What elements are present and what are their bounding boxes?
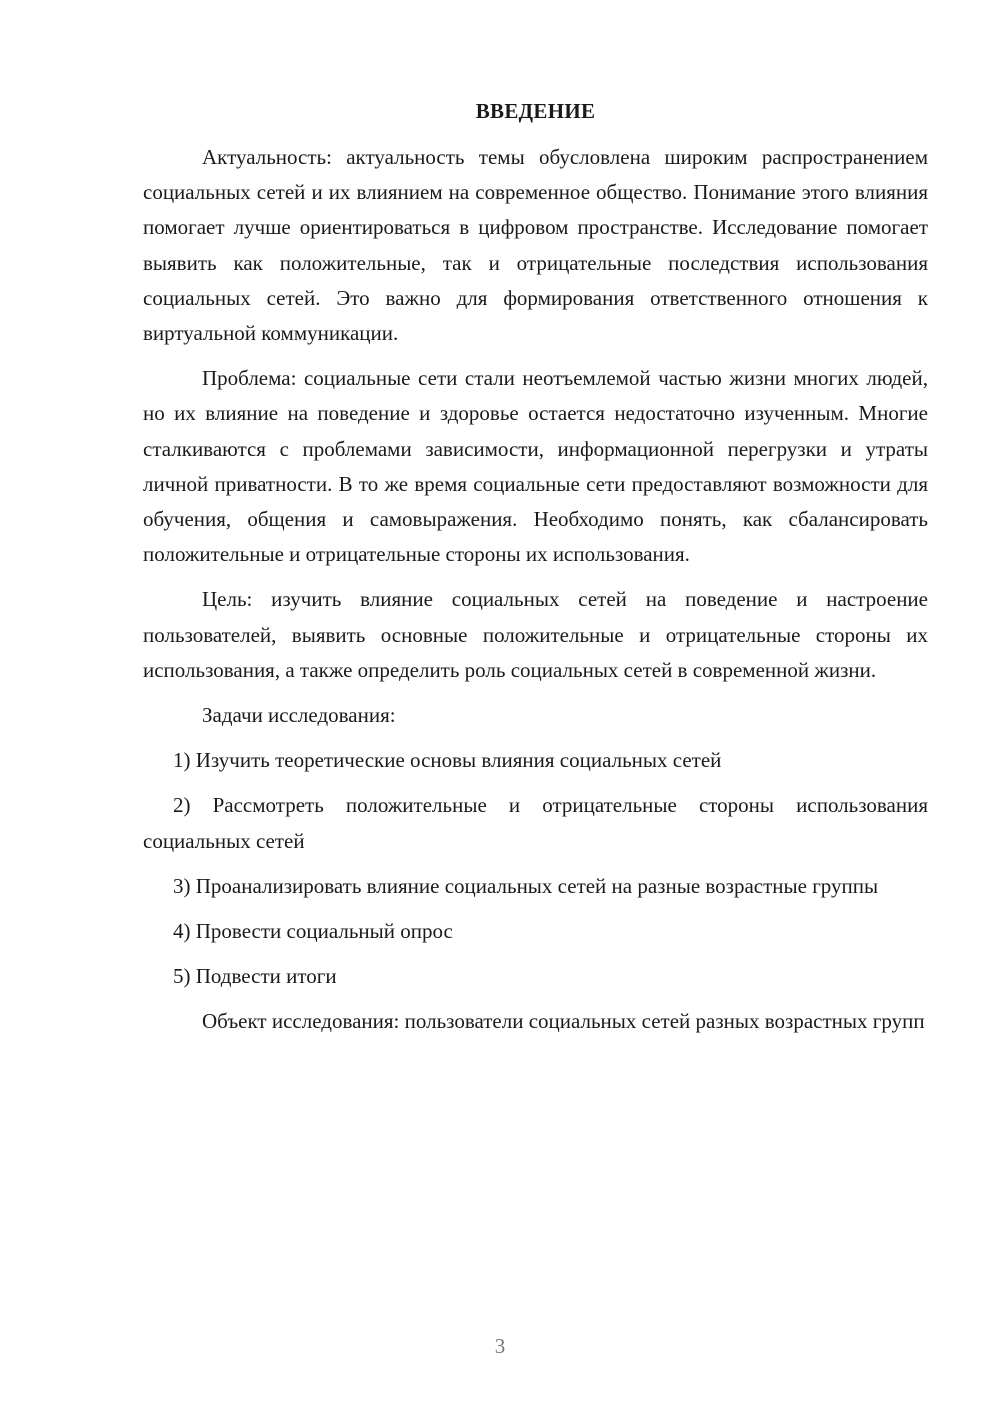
paragraph-object: Объект исследования: пользователи социальных сетей разных возрастных групп xyxy=(202,1009,925,1034)
list-item: 5) Подвести итоги xyxy=(173,964,337,989)
list-item: 2) Рассмотреть положительные и отрицательные стороны использования социальных сетей xyxy=(143,793,928,853)
tasks-heading: Задачи исследования: xyxy=(202,703,396,728)
paragraph-problem: Проблема: социальные сети стали неотъемлемой частью жизни многих людей, но их влияние на поведение и здоровье остается недостаточно изученным. Многие сталкиваются с проблемами зависимости, информационной перегрузки и утраты личной приватности. В то же время социальные сети предоставляют возможности для обучения, общения и самовыражения. Необходимо понять, как сбалансировать положительные и отрицательные стороны их использования. xyxy=(143,366,928,567)
paragraph-relevance: Актуальность: актуальность темы обусловлена широким распространением социальных сетей и их влиянием на современное общество. Понимание этого влияния помогает лучше ориентироваться в цифровом пространстве. Исследование помогает выявить как положительные, так и отрицательные последствия использования социальных сетей. Это важно для формирования ответственного отношения к виртуальной коммуникации. xyxy=(143,145,928,346)
page-number: 3 xyxy=(494,1334,506,1358)
list-item: 3) Проанализировать влияние социальных сетей на разные возрастные группы xyxy=(173,873,879,898)
list-item: 4) Провести социальный опрос xyxy=(173,919,453,944)
page-title: ВВЕДЕНИЕ xyxy=(475,99,596,123)
page-content xyxy=(143,96,928,1050)
list-item: 1) Изучить теоретические основы влияния социальных сетей xyxy=(173,748,722,773)
tasks-list xyxy=(143,743,928,994)
paragraph-goal: Цель: изучить влияние социальных сетей на поведение и настроение пользователей, выявить основные положительные и отрицательные стороны их использования, а также определить роль социальных сетей в современной жизни. xyxy=(143,587,928,682)
